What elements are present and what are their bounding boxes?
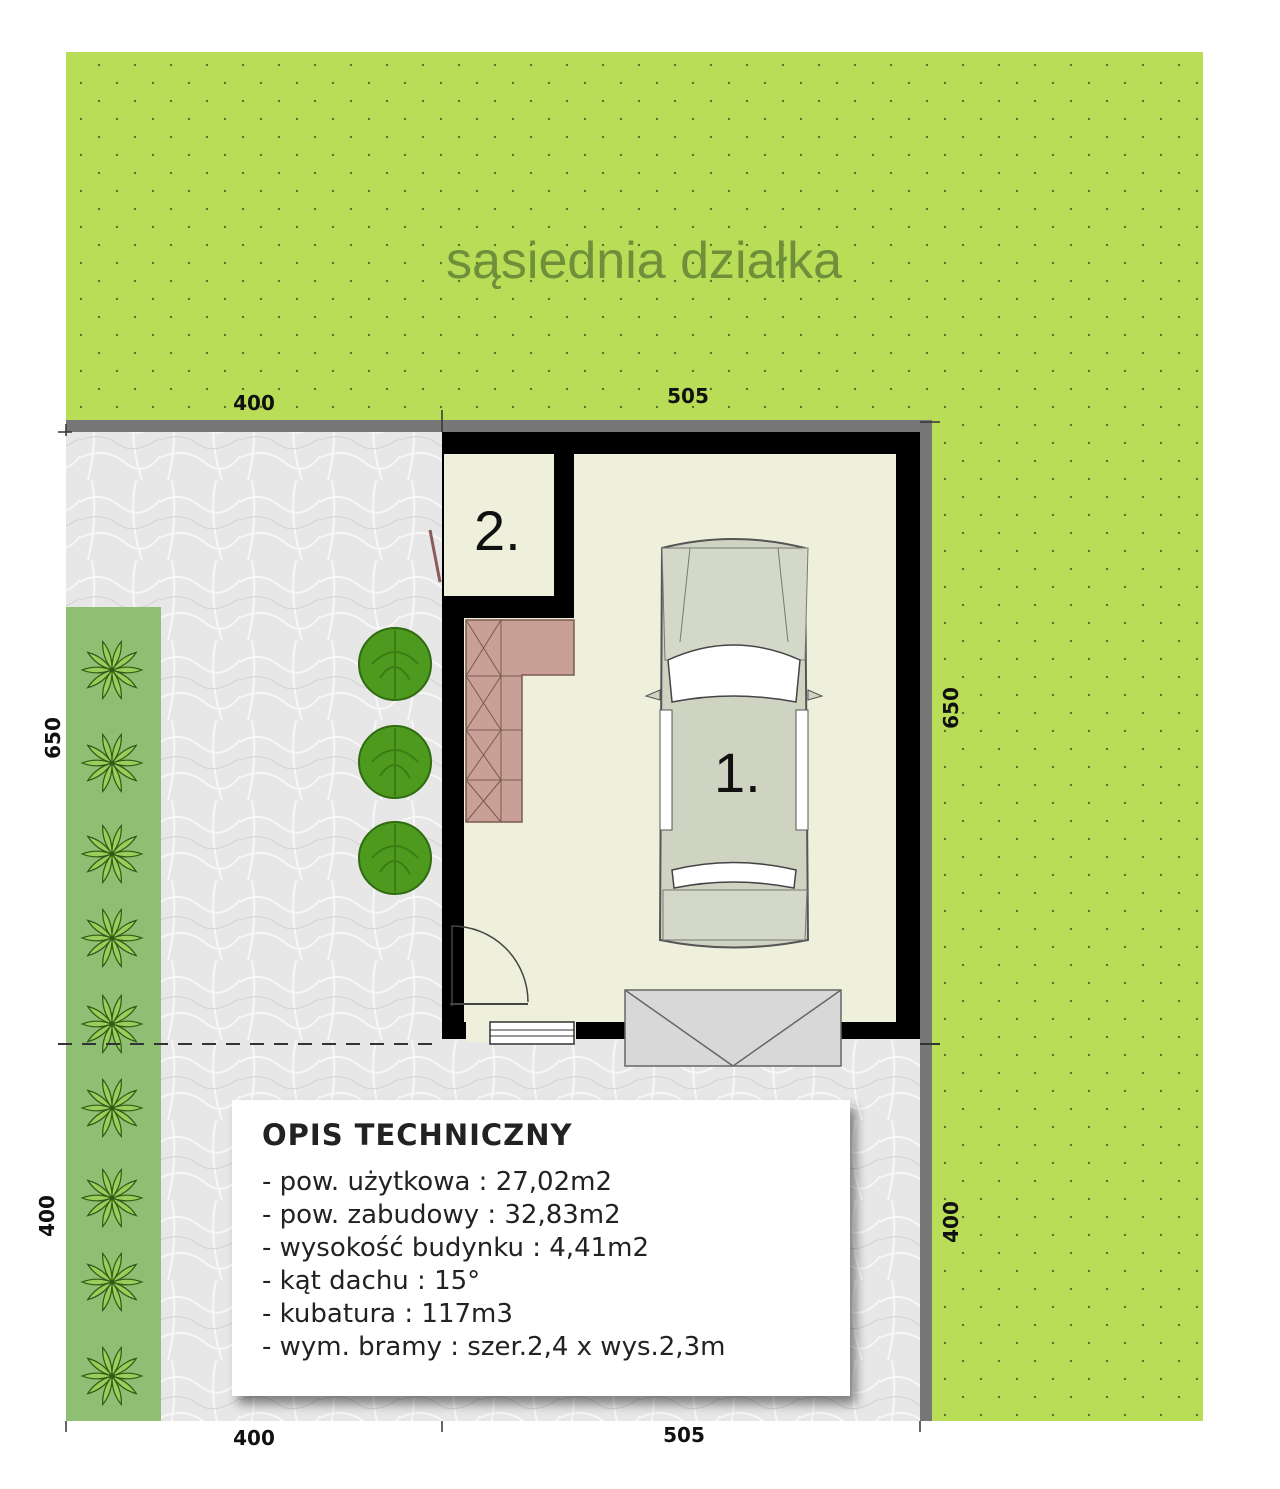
neighbor-label: sąsiednia działka (445, 232, 843, 290)
room-number-garage: 1. (714, 741, 761, 804)
shrubs (359, 628, 431, 894)
dim-left-upper: 650 (41, 717, 65, 759)
dim-top-right: 505 (667, 384, 709, 408)
spec-item: - wym. bramy : szer.2,4 x wys.2,3m (262, 1332, 726, 1362)
window (490, 1022, 574, 1044)
dim-bottom-right: 505 (663, 1423, 705, 1447)
dim-left-lower: 400 (35, 1195, 59, 1237)
spec-item: - wysokość budynku : 4,41m2 (262, 1233, 650, 1263)
garage-gate (625, 990, 841, 1066)
garage-building (430, 432, 920, 1066)
dim-right-lower: 400 (939, 1201, 963, 1243)
boundary-right (920, 420, 932, 1421)
dim-bottom-left: 400 (233, 1426, 275, 1450)
spec-item: - kąt dachu : 15° (262, 1266, 481, 1296)
spec-item: - pow. użytkowa : 27,02m2 (262, 1167, 612, 1197)
technical-description-panel (232, 1100, 850, 1396)
spec-item: - pow. zabudowy : 32,83m2 (262, 1200, 621, 1230)
lawn-right (932, 420, 1203, 1421)
technical-description-title: OPIS TECHNICZNY (262, 1118, 573, 1152)
technical-description-list (262, 1166, 820, 1364)
dim-top-left: 400 (233, 391, 275, 415)
dim-right-upper: 650 (939, 687, 963, 729)
boundary-top (66, 420, 932, 432)
spec-item: - kubatura : 117m3 (262, 1299, 513, 1329)
room-number-storage: 2. (474, 499, 521, 562)
